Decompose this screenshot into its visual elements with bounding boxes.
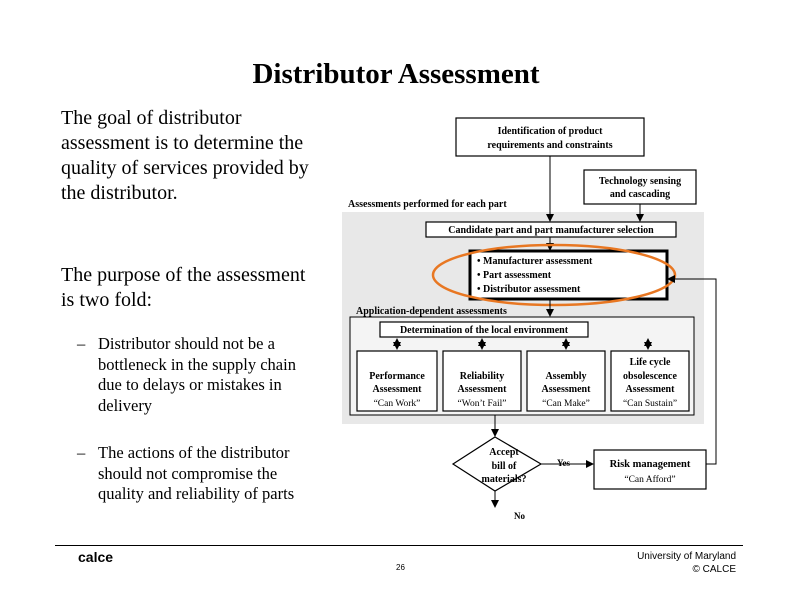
- svg-text:obsolescence: obsolescence: [623, 371, 677, 382]
- goal-paragraph: The goal of distributor assessment is to determine the quality of services provided by the distributor.: [61, 107, 309, 204]
- technology-sensing-box: [584, 170, 696, 204]
- svg-text:“Can Afford”: “Can Afford”: [624, 475, 676, 485]
- yes-label: Yes: [557, 458, 570, 468]
- svg-text:Accept: Accept: [489, 447, 519, 458]
- svg-text:“Won’t Fail”: “Won’t Fail”: [457, 399, 507, 409]
- bullet-text: The actions of the distributor should not compromise the quality and reliability of parts: [98, 443, 295, 503]
- risk-management-box: [594, 450, 706, 489]
- local-environment-box: [380, 322, 588, 337]
- slide-title: Distributor Assessment: [252, 58, 540, 90]
- svg-text:Reliability: Reliability: [459, 371, 505, 382]
- bullet-text: Distributor should not be a bottleneck in the supply chain due to delays or mistakes in delivery: [98, 334, 296, 415]
- svg-text:requirements and constraints: requirements and constraints: [487, 140, 613, 151]
- app-dependent-label: Application-dependent assessments: [356, 306, 507, 317]
- purpose-paragraph: The purpose of the assessment is two fold:: [61, 264, 306, 311]
- svg-text:• Manufacturer assessment: • Manufacturer assessment: [477, 256, 593, 267]
- svg-text:“Can Work”: “Can Work”: [373, 399, 421, 409]
- svg-text:• Part assessment: • Part assessment: [477, 270, 552, 281]
- svg-text:Identification of product: Identification of product: [497, 126, 603, 137]
- svg-text:Assessment: Assessment: [541, 384, 591, 395]
- svg-text:Assessment: Assessment: [625, 384, 675, 395]
- university-name: University of Maryland: [637, 551, 736, 562]
- svg-text:Technology sensing: Technology sensing: [598, 176, 682, 187]
- reliability-assessment-box: [443, 351, 521, 411]
- svg-text:Risk management: Risk management: [609, 459, 691, 470]
- identification-box: [456, 118, 644, 156]
- svg-text:bill of: bill of: [491, 461, 517, 472]
- svg-text:Assessment: Assessment: [457, 384, 507, 395]
- svg-text:and cascading: and cascading: [609, 189, 671, 200]
- svg-text:Assessment: Assessment: [372, 384, 422, 395]
- footer-credit: [637, 550, 736, 576]
- candidate-selection-box: [426, 222, 676, 237]
- calce-logo: calce: [78, 549, 114, 565]
- svg-text:Determination of the local env: Determination of the local environment: [399, 325, 569, 336]
- svg-text:Performance: Performance: [369, 371, 425, 382]
- assembly-assessment-box: [527, 351, 605, 411]
- svg-text:Candidate part and part manufa: Candidate part and part manufacturer selection: [448, 225, 654, 236]
- page-number: 26: [396, 563, 405, 572]
- performance-assessment-box: [357, 351, 437, 411]
- svg-text:• Distributor assessment: • Distributor assessment: [477, 284, 581, 295]
- per-part-label: Assessments performed for each part: [348, 199, 507, 210]
- svg-text:Life cycle: Life cycle: [629, 357, 671, 368]
- no-label: No: [514, 511, 525, 521]
- svg-text:Assembly: Assembly: [545, 371, 587, 382]
- svg-text:“Can Make”: “Can Make”: [542, 399, 590, 409]
- decision-diamond: [453, 437, 541, 491]
- copyright: © CALCE: [692, 564, 736, 575]
- bullet-dash: –: [77, 334, 86, 353]
- manufacturer-assessment-box: [470, 251, 667, 299]
- footer-divider: [55, 545, 743, 546]
- svg-text:materials?: materials?: [481, 474, 527, 485]
- life-cycle-assessment-box: [611, 351, 689, 411]
- svg-text:“Can Sustain”: “Can Sustain”: [622, 399, 678, 409]
- bullet-dash: –: [77, 443, 86, 462]
